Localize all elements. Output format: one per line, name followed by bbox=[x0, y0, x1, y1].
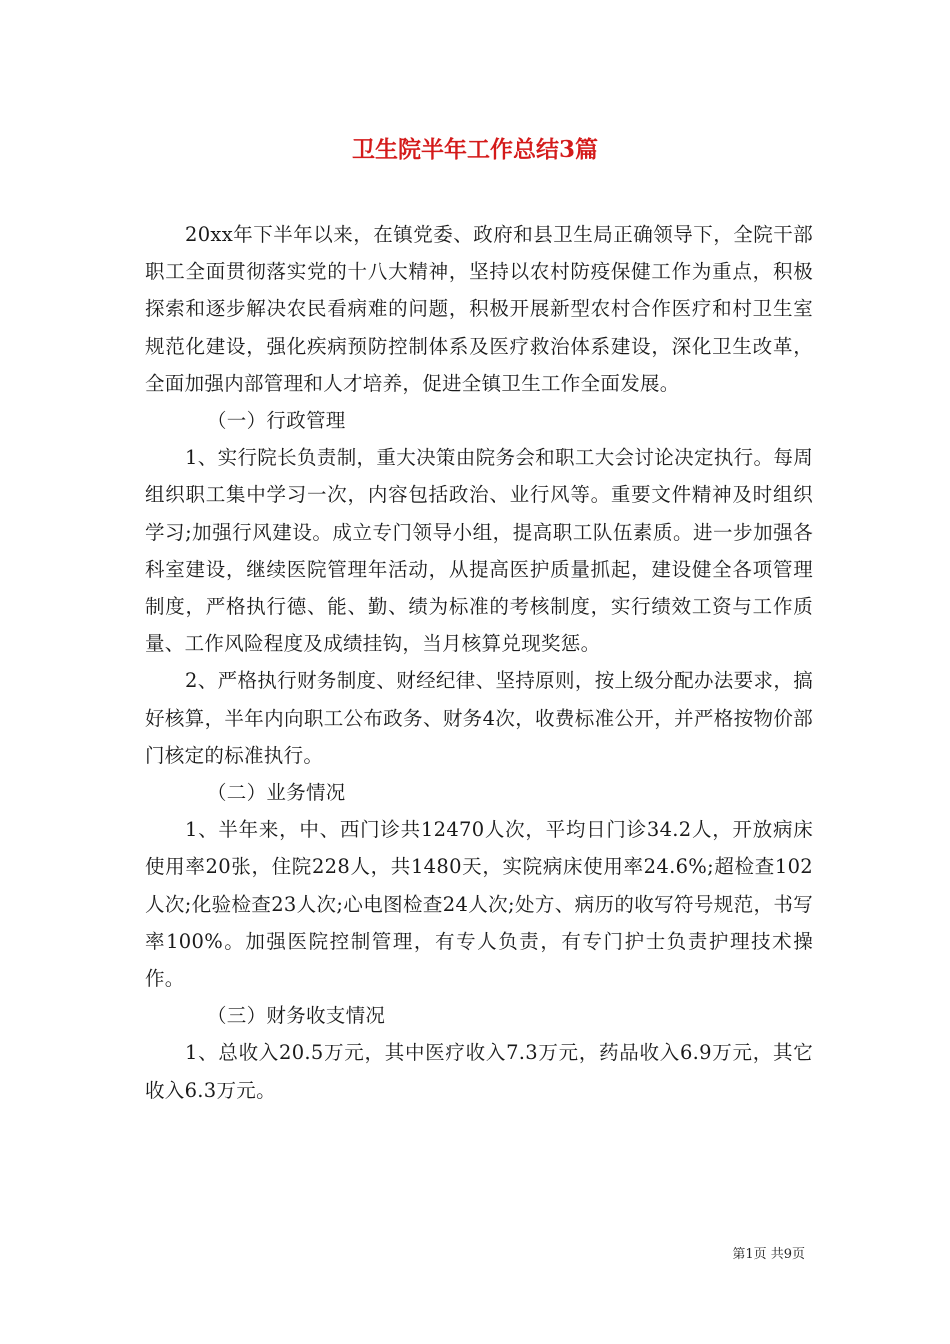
intro-paragraph: 20xx年下半年以来，在镇党委、政府和县卫生局正确领导下，全院干部职工全面贯彻落实党的十八大精神，坚持以农村防疫保健工作为重点，积极探索和逐步解决农民看病难的问题，积极开展新型农村合作医疗和村卫生室规范化建设，强化疾病预防控制体系及医疗救治体系建设，深化卫生改革，全面加强内部管理和人才培养，促进全镇卫生工作全面发展。 bbox=[145, 223, 813, 395]
section-heading-finance: （三）财务收支情况 bbox=[207, 1004, 386, 1028]
section-heading-administration: （一）行政管理 bbox=[207, 409, 346, 433]
document-body bbox=[145, 216, 813, 1109]
page-number: 第1页 共9页 bbox=[732, 1247, 805, 1262]
section-heading-business: （二）业务情况 bbox=[207, 781, 346, 805]
paragraph-admin-2: 2、严格执行财务制度、财经纪律、坚持原则，按上级分配办法要求，搞好核算，半年内向职工公布政务、财务4次，收费标准公开，并严格按物价部门核定的标准执行。 bbox=[145, 669, 813, 767]
paragraph-business-1: 1、半年来，中、西门诊共12470人次，平均日门诊34.2人，开放病床使用率20张，住院228人，共1480天，实院病床使用率24.6%;超检查102人次;化验检查23人次;心电图检查24人次;处方、病历的收写符号规范，书写率100%。加强医院控制管理，有专人负责，有专门护士负责护理技术操作。 bbox=[145, 818, 813, 991]
paragraph-admin-1: 1、实行院长负责制，重大决策由院务会和职工大会讨论决定执行。每周组织职工集中学习一次，内容包括政治、业行风等。重要文件精神及时组织学习;加强行风建设。成立专门领导小组，提高职工队伍素质。进一步加强各科室建设，继续医院管理年活动，从提高医护质量抓起，建设健全各项管理制度，严格执行德、能、勤、绩为标准的考核制度，实行绩效工资与工作质量、工作风险程度及成绩挂钩，当月核算兑现奖惩。 bbox=[145, 446, 813, 656]
page-title: 卫生院半年工作总结3篇 bbox=[351, 136, 598, 163]
paragraph-finance-1: 1、总收入20.5万元，其中医疗收入7.3万元，药品收入6.9万元，其它收入6.3万元。 bbox=[145, 1041, 813, 1102]
